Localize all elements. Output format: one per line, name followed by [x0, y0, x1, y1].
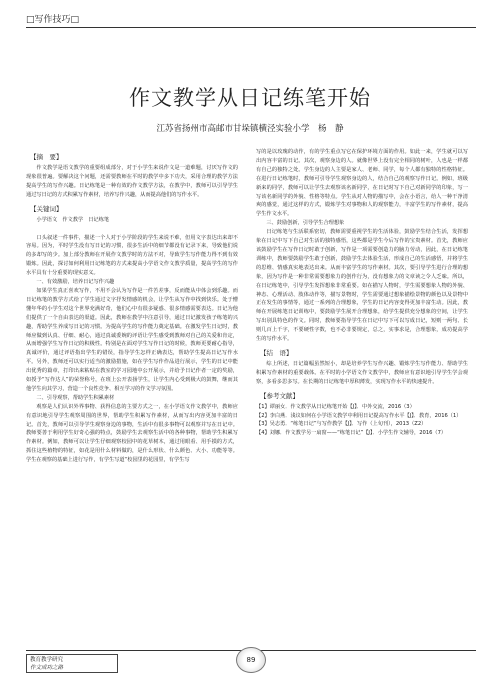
journal-name-line1: 教育教学研究	[30, 657, 64, 663]
journal-badge	[26, 654, 118, 673]
section-3-paragraph: 日记练笔与生活联系密切，教师需要重视学生的生活体验，鼓励学生结合生活，发挥想象在日记中写下自己对生活的独特感悟，这些都是学生今后写作的宝贵素材。首先，教师应该鼓励学生在写作日记时敢于创新，写作是一项需要创造力的脑力劳动，因此，在日记练笔训练中，教师要鼓励学生敢于创新，鼓励学生去体验生活，形成自己的生活感悟，并将学生的思维、情感真实地表达出来。从而丰富学生的写作素材。其次，要引导学生进行合理的想象，因为写作是一种非常需要想象力的创作行为，没有想象力的文章读之令人乏味。所以，在日记练笔中，引导学生发挥想象非常重要。如在描写人物时，学生需要想象人物的外貌、神态、心理活动、肢体动作等，描写景物时，学生需要通过想象描绘景物的颜色以及景物中正在发生的事情等，通过一系列的合理想象，学生的日记内容变得更加丰富生动。因此，教师在开展练笔日记训练中，要鼓励学生展开合理想象，给学生提供充分想象的空间，让学生写出别具特色的作文。同时，教师要指导学生在日记中写下可以写成日记，短则一两句、长则几百上千字，不要硬性字数，也不必非要规定，总之，实事求是，合理想象，成功提高学生的写作水平。	[256, 229, 468, 343]
abstract-heading: 【摘 要】	[30, 153, 63, 161]
conclusion-paragraph: 综上所述，日记篇幅虽然短小，却是培养学生写作兴趣、锻炼学生写作能力、帮助学生积累写作素材的重要载体。在平时的小学语文作文教学中，教师应有意识地引导学生学会观察，多看多思多写。在长期的日记练笔中厚积薄发，实现写作水平的快速提升。	[256, 360, 468, 385]
reference-item: 【3】吴志勇．“练笔日记”与写作教学【J】．写作（上旬刊），2013（Z2）	[256, 421, 427, 428]
section-1-paragraph: 如果学生真正喜欢写作，不用不会认为写作是一件苦差事，反而能从中体会到乐趣。而日记练笔的教学方式给了学生通过文字抒发情感的机会，让学生从写作中找到快乐。处于懵懂年华的小学生对这个世界充满好奇，他们心中有很多疑惑、很多情感需要表达。日记为他们提供了一个自由表达的渠道。因此，教师在教学中注意引导，通过日记激发孩子练笔的兴趣，帮助学生养成写日记的习惯。为提高学生的写作能力奠定基础。在激发学生日记时，教师应做到认真、仔细、耐心，通过真诚委婉的评语让学生感受到教师对自己的关爱和肯定，从而增强学生写作日记的积极性。特别是在面对学生写作日记的时候，教师更要耐心指导，真诚评价，通过评语指出学生的错误，指导学生怎样正确表达，帮助学生提高日记写作水平。另外，教师还可以实行适当的激励措施，如在学生写作作品进行展示，学生的日记中能出优秀的篇章，打印出来粘贴在教室的学习园地中公开展示，并给予日记作者一定的奖励，如授予“写作达人”的荣誉称号，在班上公开表扬学生，让学生内心受到极大的鼓舞，继而其他学生向其学习，营造一个良性竞争、相互学习的作文学习氛围。	[26, 287, 238, 392]
intro-paragraph: 口头叙述一件事件，描述一个人对于小学阶段的学生来说不难，但用文字表达出来却不容易。因为，平时学生没有写日记的习惯，很多生活中的细节都没有记录下来，导致他们说的多却写的少。加上部分教师在开展作文教学时的方法不对，导致学生写作能力得不到有效锻炼。因此，探讨如何利用日记练笔的方式来提高小学语文作文教学质量，提高学生的写作水平具有十分重要的现实意义。	[26, 234, 238, 277]
section-label: □写作技巧□	[26, 15, 80, 25]
article-title: 作文教学从日记练笔开始	[129, 86, 371, 110]
reference-item: 【2】李白燕．浅议如何在小学语文教学中利用日记提高写作水平【J】．教育，2016（1）	[256, 412, 462, 419]
right-column	[256, 148, 468, 438]
section-heading-2: 二、引导观察，帮助学生积累素材	[36, 394, 115, 401]
page-number: 89	[236, 647, 266, 673]
section-2-continued: 写的是以玫瑰的动作，有的学生重点写它在保护环境方面的作用。如此一来，学生就可以写出内容丰富的日记。其次，观察身边的人。就像世界上没有完全相同的树叶，人也是一样都有自己的独特之处。学生身边的人主要是家人、老师、同学，每个人都有独特的性格特征。在进行日记练笔时，教师可引导学生观察身边的人，结合自己的观察写作日记。例如，班级新来的同学，教师可以让学生去观察该名新同学，在日记时写下自己对新同学的印象，写一写该名新同学的外貌、性格等特点。学生从对人物的描写中，会在小语言，给人一种干净清爽的感觉，通过这样的方式，锻炼学生对事物和人的观察能力，丰富学生的写作素材，提高学生作文水平。	[256, 149, 468, 218]
reference-item: 【4】刘娜．作文教学另一扇窗——“练笔日记”【J】．小学生作文辅导，2016（7）	[256, 430, 447, 437]
author-line: 江苏省扬州市高邮市甘垛镇横泾实验小学 杨 静	[156, 124, 344, 134]
section-2-paragraph: 观察是人们认识外界事物、获得信息的主要方式之一，在小学语文作文教学中，教师应有意识地引导学生观察周围的世界，帮助学生积累写作素材，从而写出内容更加丰富的日记。首先，教师可以引导学生观察身边的事物，生活中有很多事物可以观察并写在日记中。教师要善于利用学生好奇心强的特点，鼓励学生去观察生活中的各种事物，帮助学生积累写作素材。例如，教师可以让学生仔细观察校园中的花草树木，通过用眼看、用手摸的方式，抓住这些植物的特征，如花是用什么材料做的，是什么形状、什么颜色、大小、功能等等。学生在观察的基础上进行写作，有学生写道“校园里的花园里，有学生写	[26, 403, 238, 464]
left-column	[26, 148, 238, 465]
abstract-text: 作文教学是语文教学的重要组成部分，对于小学生来说作文是一道难题，讨厌写作文的现象很普遍。要解决这个问题，还需要教师在平时的教学中多下功夫，采用合理的教学方法提高学生的写作兴趣。日记练笔是一种有效的作文教学方法，在教学中，教师可以引导学生通过写日记的方式积累写作素材，培养写作兴趣，从而提高他们的写作水平。	[26, 165, 238, 198]
reference-item: 【1】谭丽女．作文教学从日记练笔开始【J】．中外交流，2016（3）	[256, 403, 415, 410]
references-heading: 【参考文献】	[260, 391, 299, 400]
section-heading-1: 一、有效激励，培养日记写作兴趣	[36, 279, 115, 286]
section-heading-3: 三、鼓励创新，引导学生合理想象	[266, 220, 345, 227]
keywords-heading: 【关键词】	[30, 204, 63, 213]
keywords-text: 小学语文 作文教学 日记练笔	[36, 216, 110, 223]
header-rule	[26, 27, 476, 28]
conclusion-heading: 【结 语】	[260, 348, 293, 357]
journal-name-line2: 作文成功之路	[30, 665, 64, 671]
